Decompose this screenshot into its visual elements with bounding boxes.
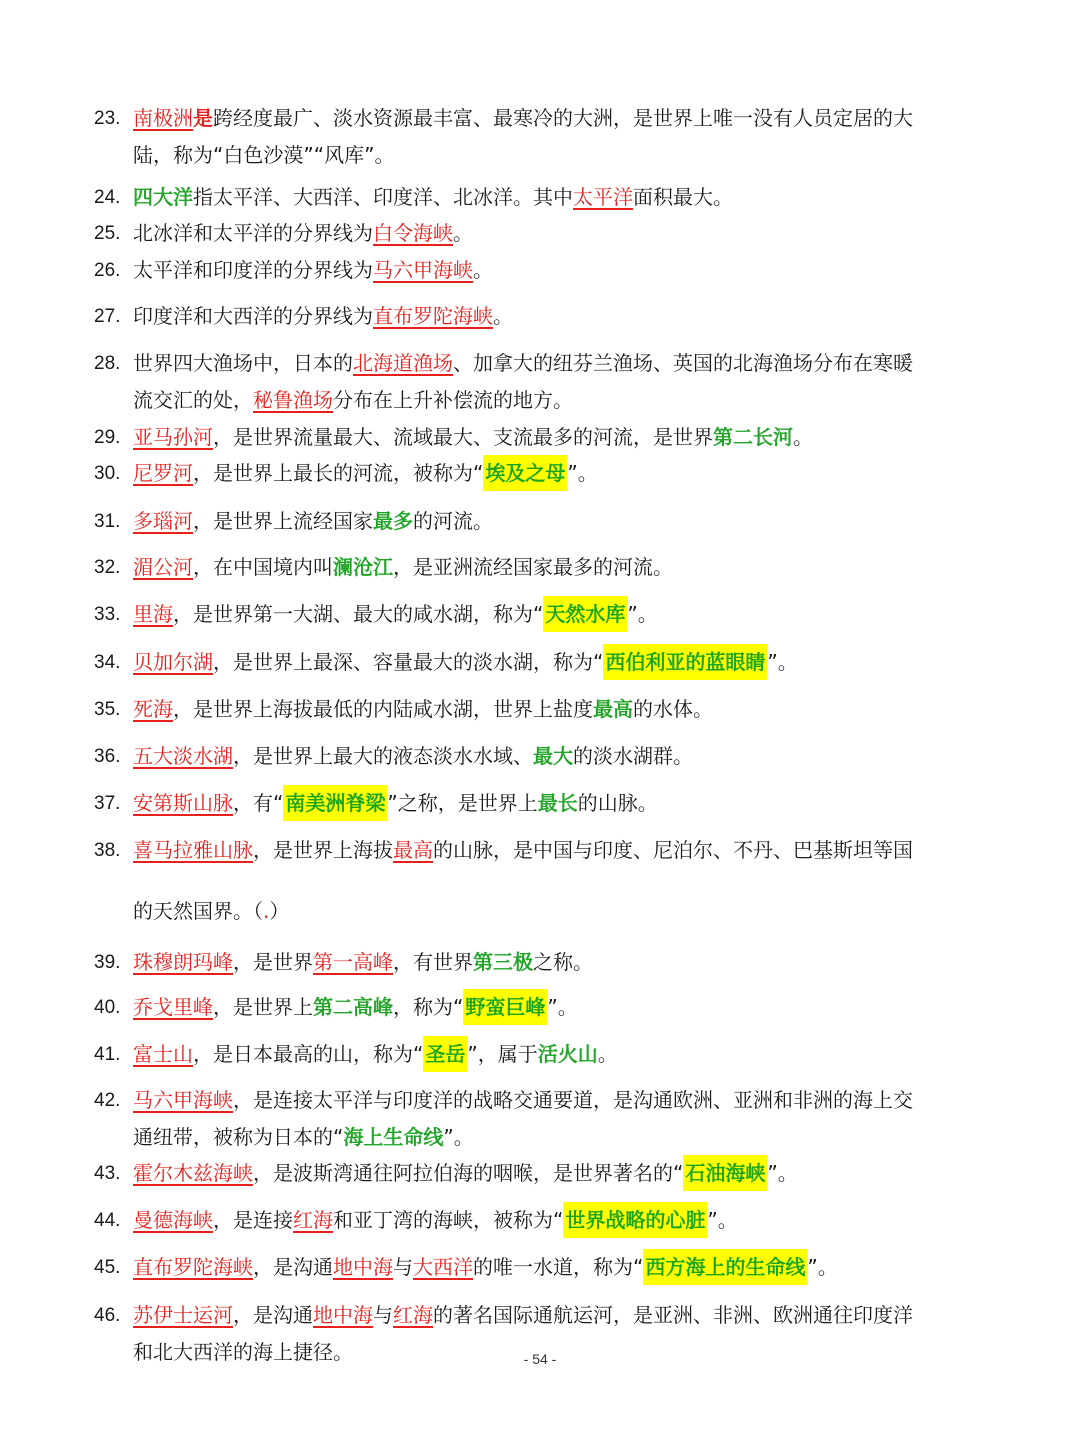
item-text [133,549,993,586]
text-line [133,893,993,930]
body-text: ，是世界第一大湖、最大的咸水湖，称为“ [173,602,544,626]
body-text: ”。 [767,1161,798,1185]
item-number: 43. [94,1163,121,1184]
item-number: 46. [94,1305,121,1326]
text-line [133,1082,993,1119]
body-text: ，是世界上流经国家 [193,509,373,533]
highlight-term: 最多 [373,509,413,533]
key-term: 马六甲海峡 [373,258,473,282]
key-term: 第一高峰 [313,950,393,974]
key-term: 喜马拉雅山脉 [133,838,253,862]
item-number: 28. [94,353,121,374]
body-text: ”，属于 [467,1042,538,1066]
text-line [133,738,993,775]
key-term: 直布罗陀海峡 [373,304,493,328]
item-number: 38. [94,840,121,861]
body-text: 面积最大。 [633,185,733,209]
item-text [133,252,993,289]
key-term: 亚马孙河 [133,425,213,449]
key-term: 曼德海峡 [133,1208,213,1232]
page-number: - 54 - [523,1351,557,1367]
key-term: 地中海 [333,1255,393,1279]
key-term: 五大淡水湖 [133,744,233,768]
key-term: 乔戈里峰 [133,995,213,1019]
nickname-highlight: 西伯利亚的蓝眼睛 [603,644,767,680]
text-line [133,455,993,492]
item-text [133,215,993,252]
key-term: 秘鲁渔场 [253,388,333,412]
body-text: ，是世界上 [213,995,313,1019]
item-text [133,989,993,1026]
text-line [133,691,993,728]
nickname-highlight: 世界战略的心脏 [563,1202,707,1238]
nickname-highlight: 南美洲脊梁 [283,785,387,821]
key-term: 白令海峡 [373,221,453,245]
item-text [133,1036,993,1073]
key-term: 尼罗河 [133,461,193,485]
key-term: 马六甲海峡 [133,1088,233,1112]
item-text [133,1249,993,1286]
key-term: 最高 [393,838,433,862]
key-term: 贝加尔湖 [133,650,213,674]
key-term: 死海 [133,697,173,721]
item-number: 31. [94,511,121,532]
emphasis-text: 是 [193,106,213,130]
body-text: ”。 [707,1208,738,1232]
highlight-term: 最高 [593,697,633,721]
item-number: 36. [94,746,121,767]
text-line [133,1119,993,1156]
nickname-highlight: 西方海上的生命线 [643,1249,807,1285]
item-text [133,345,993,419]
body-text: ，是世界上最大的液态淡水水域、 [233,744,533,768]
item-number: 30. [94,463,121,484]
body-text: ，是世界上最深、容量最大的淡水湖，称为“ [213,650,604,674]
body-text: 与 [373,1303,393,1327]
item-number: 32. [94,557,121,578]
highlight-term: 四大洋 [133,185,193,209]
nickname-highlight: 野蛮巨峰 [463,989,547,1025]
highlight-term: 澜沧江 [333,555,393,579]
item-number: 24. [94,187,121,208]
body-text: 太平洋和印度洋的分界线为 [133,258,373,282]
item-text [133,596,993,633]
body-text: 指太平洋、大西洋、印度洋、北冰洋。其中 [193,185,573,209]
item-text [133,738,993,775]
body-text: 之称。 [533,950,593,974]
item-number: 40. [94,997,121,1018]
body-text: ，是世界上海拔最低的内陆咸水湖，世界上盐度 [173,697,593,721]
nickname-highlight: 天然水库 [543,596,627,632]
body-text: 、加拿大的纽芬兰渔场、英国的北海渔场分布在寒暖 [453,351,913,375]
body-text: ，是沟通 [233,1303,313,1327]
body-text: ，称为“ [393,995,464,1019]
key-term: 珠穆朗玛峰 [133,950,233,974]
item-text [133,1082,993,1156]
highlight-term: 第二长河 [713,425,793,449]
body-text: 与 [393,1255,413,1279]
body-text: 的水体。 [633,697,713,721]
text-line [133,503,993,540]
item-number: 25. [94,223,121,244]
text-line [133,179,993,216]
body-text: 的著名国际通航运河，是亚洲、非洲、欧洲通往印度洋 [433,1303,913,1327]
key-term: 霍尔木兹海峡 [133,1161,253,1185]
key-term: 苏伊士运河 [133,1303,233,1327]
body-text: ，有“ [233,791,284,815]
text-line [133,252,993,289]
item-text [133,644,993,681]
text-line [133,419,993,456]
highlight-term: 海上生命线 [343,1125,444,1149]
text-line [133,869,993,893]
item-number: 29. [94,427,121,448]
item-text [133,179,993,216]
text-line [133,137,993,174]
key-term: 里海 [133,602,173,626]
body-text: ，是世界 [233,950,313,974]
item-number: 23. [94,108,121,129]
key-term: 北海道渔场 [353,351,453,375]
body-text: ，是日本最高的山，称为“ [193,1042,424,1066]
body-text: 和北大西洋的海上捷径。 [133,1340,353,1364]
body-text: ，是连接 [213,1208,293,1232]
key-term: 多瑙河 [133,509,193,533]
text-line [133,1202,993,1239]
body-text: 跨经度最广、淡水资源最丰富、最寒冷的大洲，是世界上唯一没有人员定居的大 [213,106,913,130]
item-text [133,1155,993,1192]
text-line [133,644,993,681]
item-number: 41. [94,1044,121,1065]
item-text [133,419,993,456]
highlight-term: 第二高峰 [313,995,393,1019]
body-text: 。 [493,304,513,328]
text-line [133,832,993,869]
body-text: ，是亚洲流经国家最多的河流。 [393,555,673,579]
body-text: ”。 [443,1125,474,1149]
item-number: 45. [94,1257,121,1278]
text-line [133,1036,993,1073]
body-text: ”。 [767,650,798,674]
body-text: ”之称，是世界上 [387,791,538,815]
text-line [133,596,993,633]
highlight-term: 活火山 [537,1042,598,1066]
key-term: 湄公河 [133,555,193,579]
nickname-highlight: 石油海峡 [683,1155,767,1191]
body-text: ”。 [547,995,578,1019]
item-number: 33. [94,604,121,625]
body-text: 的山脉，是中国与印度、尼泊尔、不丹、巴基斯坦等国 [433,838,913,862]
body-text: 的山脉。 [577,791,658,815]
item-number: 35. [94,699,121,720]
body-text: ”。 [807,1255,838,1279]
item-number: 37. [94,793,121,814]
text-line [133,1249,993,1286]
text-line [133,989,993,1026]
text-line [133,785,993,822]
body-text: 和亚丁湾的海峡，被称为“ [333,1208,564,1232]
nickname-highlight: 埃及之母 [483,455,567,491]
item-number: 26. [94,260,121,281]
text-line [133,944,993,981]
text-line [133,215,993,252]
highlight-term: 最长 [537,791,578,815]
item-number: 39. [94,952,121,973]
body-text: ，是世界上最长的河流，被称为“ [193,461,484,485]
nickname-highlight: 圣岳 [423,1036,467,1072]
item-number: 42. [94,1090,121,1111]
item-text [133,944,993,981]
body-text: 。 [793,425,813,449]
key-term: 直布罗陀海峡 [133,1255,253,1279]
body-text: 。 [453,221,473,245]
body-text: 的淡水湖群。 [573,744,693,768]
item-text [133,785,993,822]
item-number: 27. [94,306,121,327]
key-term: 红海 [393,1303,433,1327]
text-line [133,549,993,586]
text-line [133,382,993,419]
item-number: 44. [94,1210,121,1231]
body-text: ，是波斯湾通往阿拉伯海的咽喉，是世界著名的“ [253,1161,684,1185]
key-term: 红海 [293,1208,333,1232]
body-text: 北冰洋和太平洋的分界线为 [133,221,373,245]
body-text: 的天然国界。（ [133,899,263,923]
key-term: 南极洲 [133,106,193,130]
item-text [133,691,993,728]
body-text: ） [269,899,290,923]
body-text: 的唯一水道，称为“ [473,1255,644,1279]
item-text [133,1202,993,1239]
body-text: ，是沟通 [253,1255,333,1279]
text-line [133,1297,993,1334]
key-term: 富士山 [133,1042,193,1066]
item-text [133,298,993,335]
body-text: ”。 [567,461,598,485]
body-text: 分布在上升补偿流的地方。 [333,388,573,412]
key-term: 大西洋 [413,1255,473,1279]
key-term: 太平洋 [573,185,633,209]
body-text: 印度洋和大西洋的分界线为 [133,304,373,328]
body-text: 流交汇的处， [133,388,253,412]
body-text: ，有世界 [393,950,473,974]
item-text [133,455,993,492]
text-line [133,100,993,137]
body-text: ，是世界流量最大、流域最大、支流最多的河流，是世界 [213,425,713,449]
highlight-term: 第三极 [473,950,533,974]
key-term: 地中海 [313,1303,373,1327]
blank-mark: . [263,899,270,923]
body-text: ，在中国境内叫 [193,555,333,579]
item-text [133,503,993,540]
body-text: 世界四大渔场中，日本的 [133,351,353,375]
item-text [133,100,993,174]
key-term: 安第斯山脉 [133,791,233,815]
body-text: 通纽带，被称为日本的“ [133,1125,344,1149]
text-line [133,1155,993,1192]
body-text: 的河流。 [413,509,493,533]
body-text: ，是世界上海拔 [253,838,393,862]
item-number: 34. [94,652,121,673]
body-text: 陆，称为“白色沙漠”“风库”。 [133,143,395,167]
text-line [133,298,993,335]
body-text: ”。 [627,602,658,626]
body-text: ，是连接太平洋与印度洋的战略交通要道，是沟通欧洲、亚洲和非洲的海上交 [233,1088,913,1112]
body-text: 。 [473,258,493,282]
item-text [133,832,993,930]
body-text: 。 [597,1042,618,1066]
text-line [133,345,993,382]
highlight-term: 最大 [533,744,573,768]
